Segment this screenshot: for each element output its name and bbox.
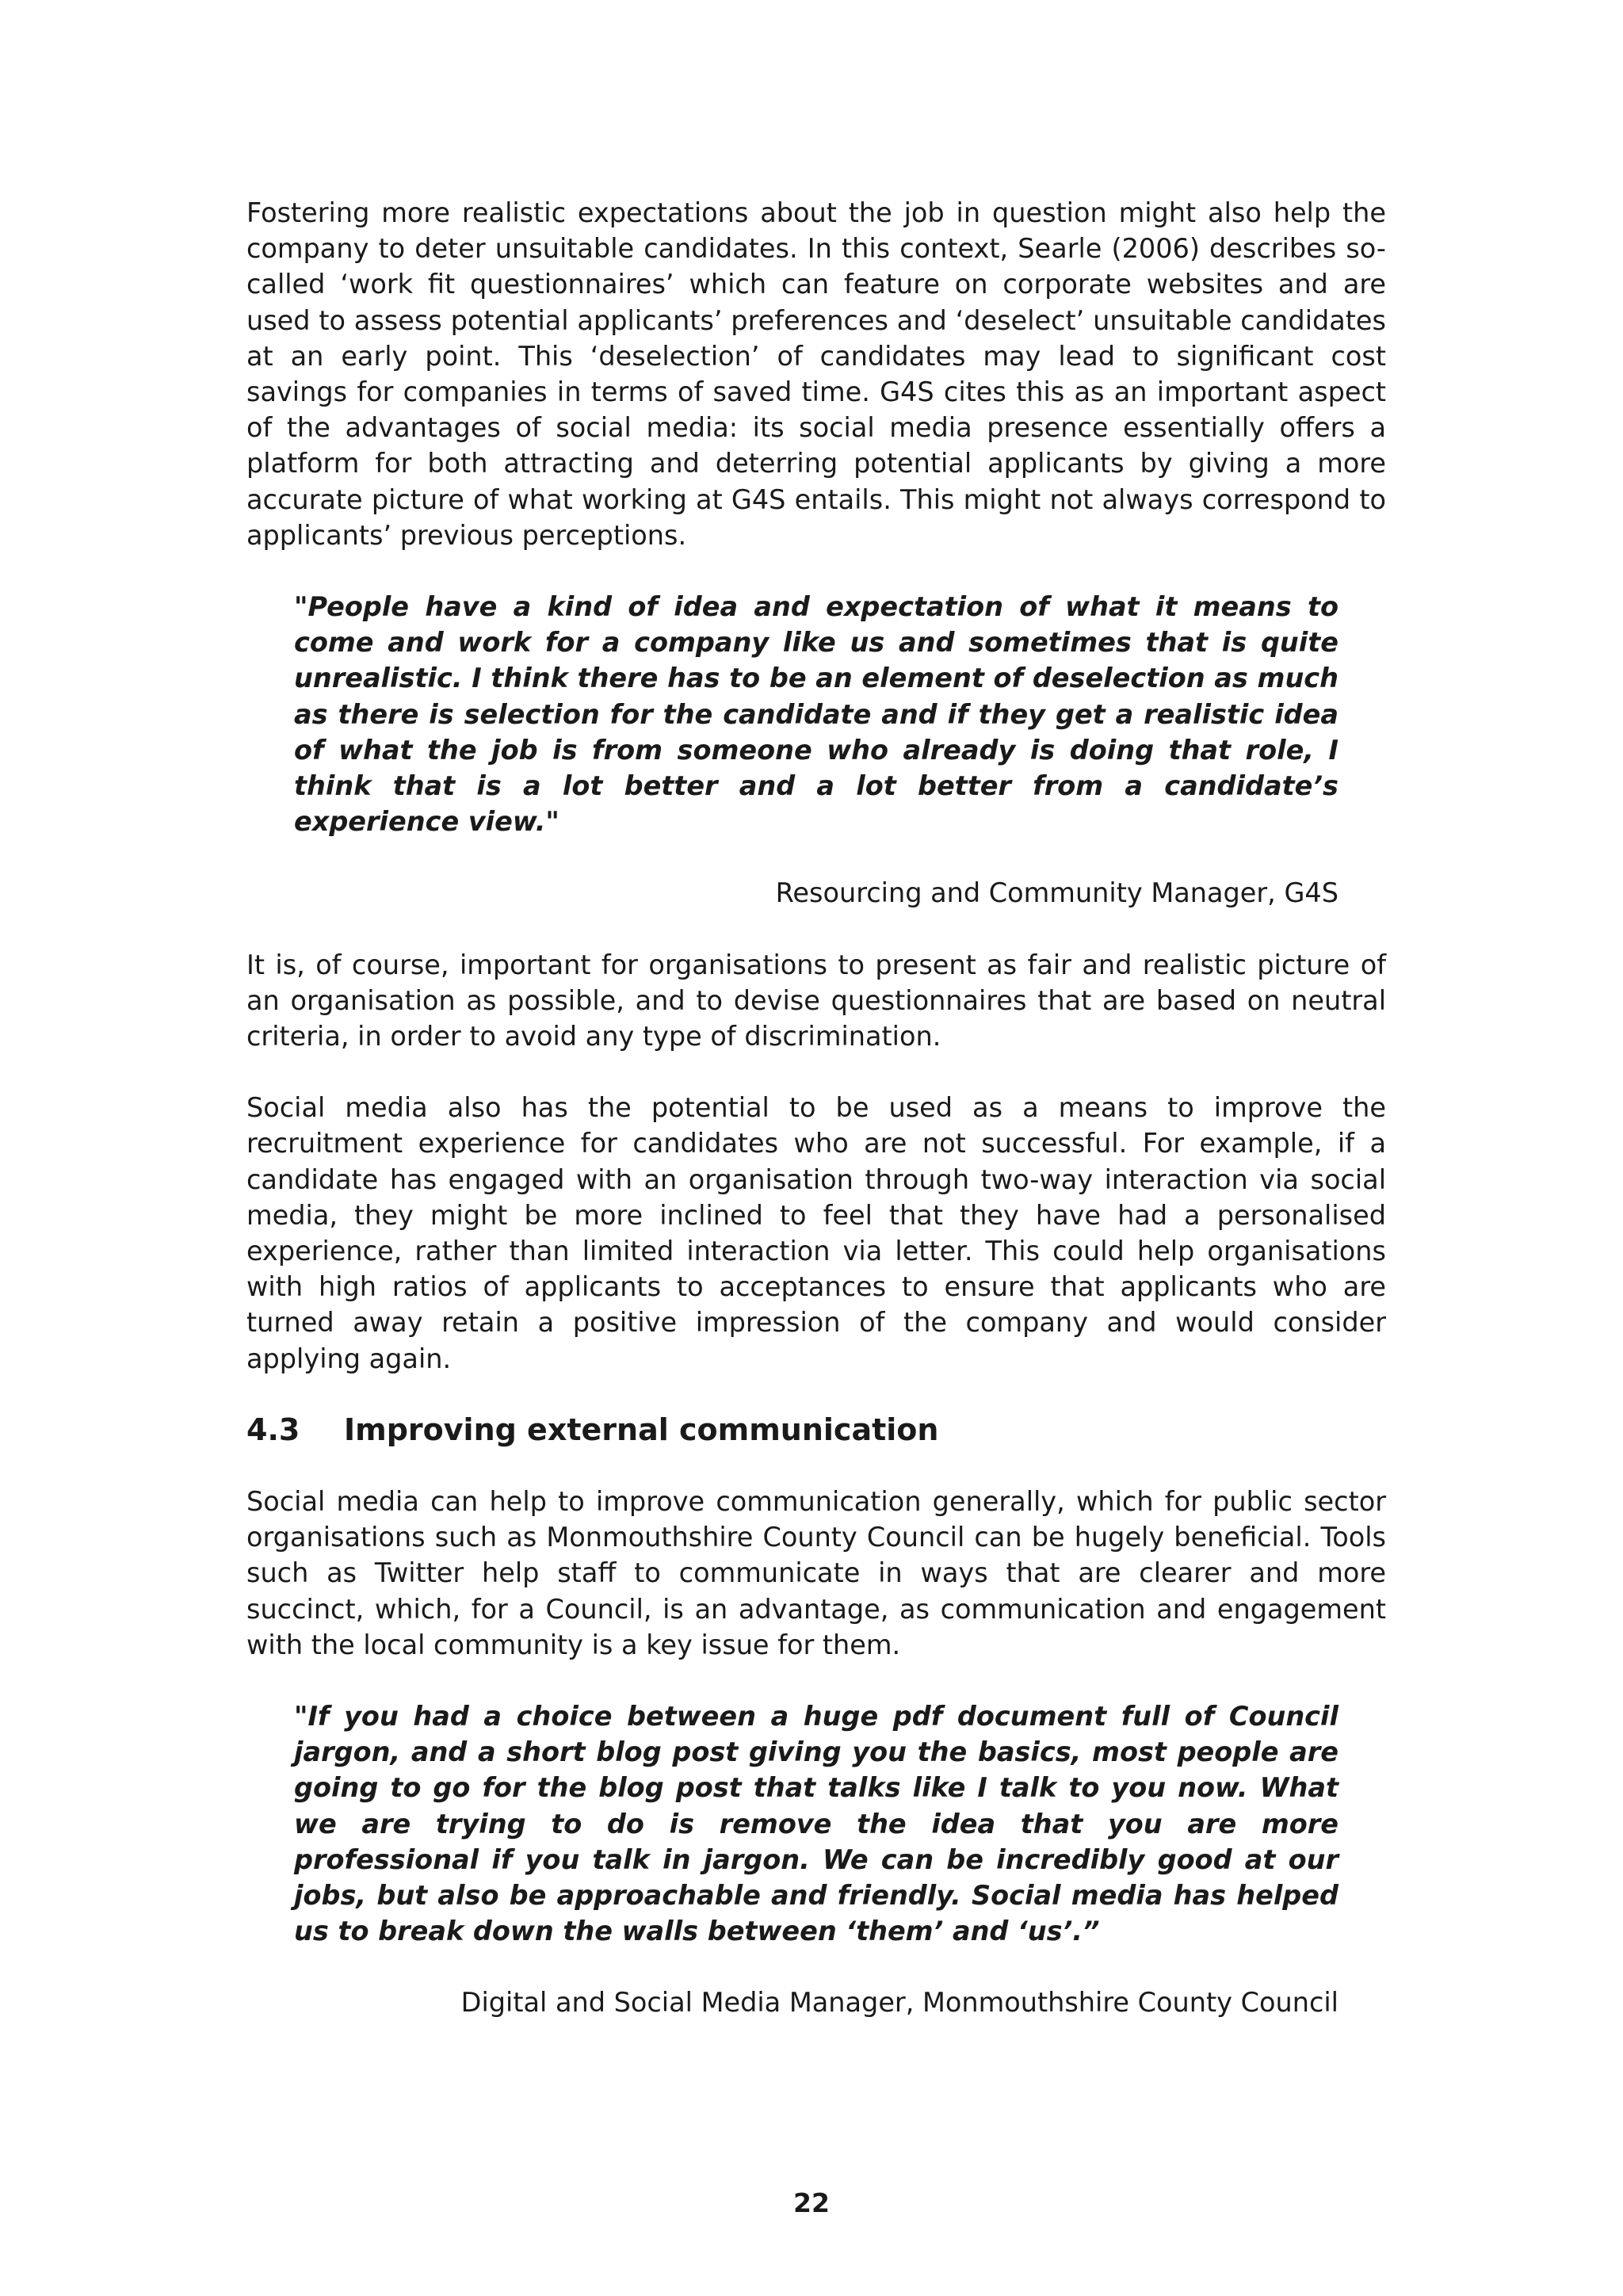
quote-g4s: "People have a kind of idea and expectation of what it means to come and work for a company like us and sometimes that is quite unrealistic. I think there has to be an element of deselection as much as there is selection for the candidate and if they get a realistic idea of what the job is from someone who already is doing that role, I think that is a lot better and a lot better from a candidate’s experience view." [294,591,1338,838]
page-body [246,195,1386,2057]
section-heading [246,1412,1386,1448]
page-number: 22 [793,2187,830,2218]
paragraph-communication: Social media can help to improve communication generally, which for public sector organisations such as Monmouthshire County Council can be hugely beneficial. Tools such as Twitter help staff to communicate in ways that are clearer and more succinct, which, for a Council, is an advantage, as communication and engagement with the local community is a key issue for them. [246,1485,1386,1660]
paragraph-recruitment-experience: Social media also has the potential to be used as a means to improve the recruitment experience for candidates who are not successful. For example, if a candidate has engaged with an organisation through two-way interaction via social media, they might be more inclined to feel that they have had a personalised experience, rather than limited interaction via letter. This could help organisations with high ratios of applicants to acceptances to ensure that applicants who are turned away retain a positive impression of the company and would consider applying again. [246,1092,1386,1374]
paragraph-work-fit: Fostering more realistic expectations about the job in question might also help the company to deter unsuitable candidates. In this context, Searle (2006) describes so-called ‘work fit questionnaires’ which can feature on corporate websites and are used to assess potential applicants’ preferences and ‘deselect’ unsuitable candidates at an early point. This ‘deselection’ of candidates may lead to significant cost savings for companies in terms of saved time. G4S cites this as an important aspect of the advantages of social media: its social media presence essentially offers a platform for both attracting and deterring potential applicants by giving a more accurate picture of what working at G4S entails. This might not always correspond to applicants’ previous perceptions. [246,197,1386,551]
section-title: Improving external communication [344,1412,939,1447]
quote-attribution-monmouthshire: Digital and Social Media Manager, Monmouthshire County Council [460,1987,1338,2019]
section-number: 4.3 [246,1412,300,1447]
quote-monmouthshire: "If you had a choice between a huge pdf document full of Council jargon, and a short blog post giving you the basics, most people are going to go for the blog post that talks like I talk to you now. What we are trying to do is remove the idea that you are more professional if you talk in jargon. We can be incredibly good at our jobs, but also be approachable and friendly. Social media has helped us to break down the walls between ‘them’ and ‘us’.” [294,1700,1338,1947]
quote-attribution-g4s: Resourcing and Community Manager, G4S [775,877,1338,909]
paragraph-fair-picture: It is, of course, important for organisations to present as fair and realistic picture of an organisation as possible, and to devise questionnaires that are based on neutral criteria, in order to avoid any type of discrimination. [246,949,1386,1052]
